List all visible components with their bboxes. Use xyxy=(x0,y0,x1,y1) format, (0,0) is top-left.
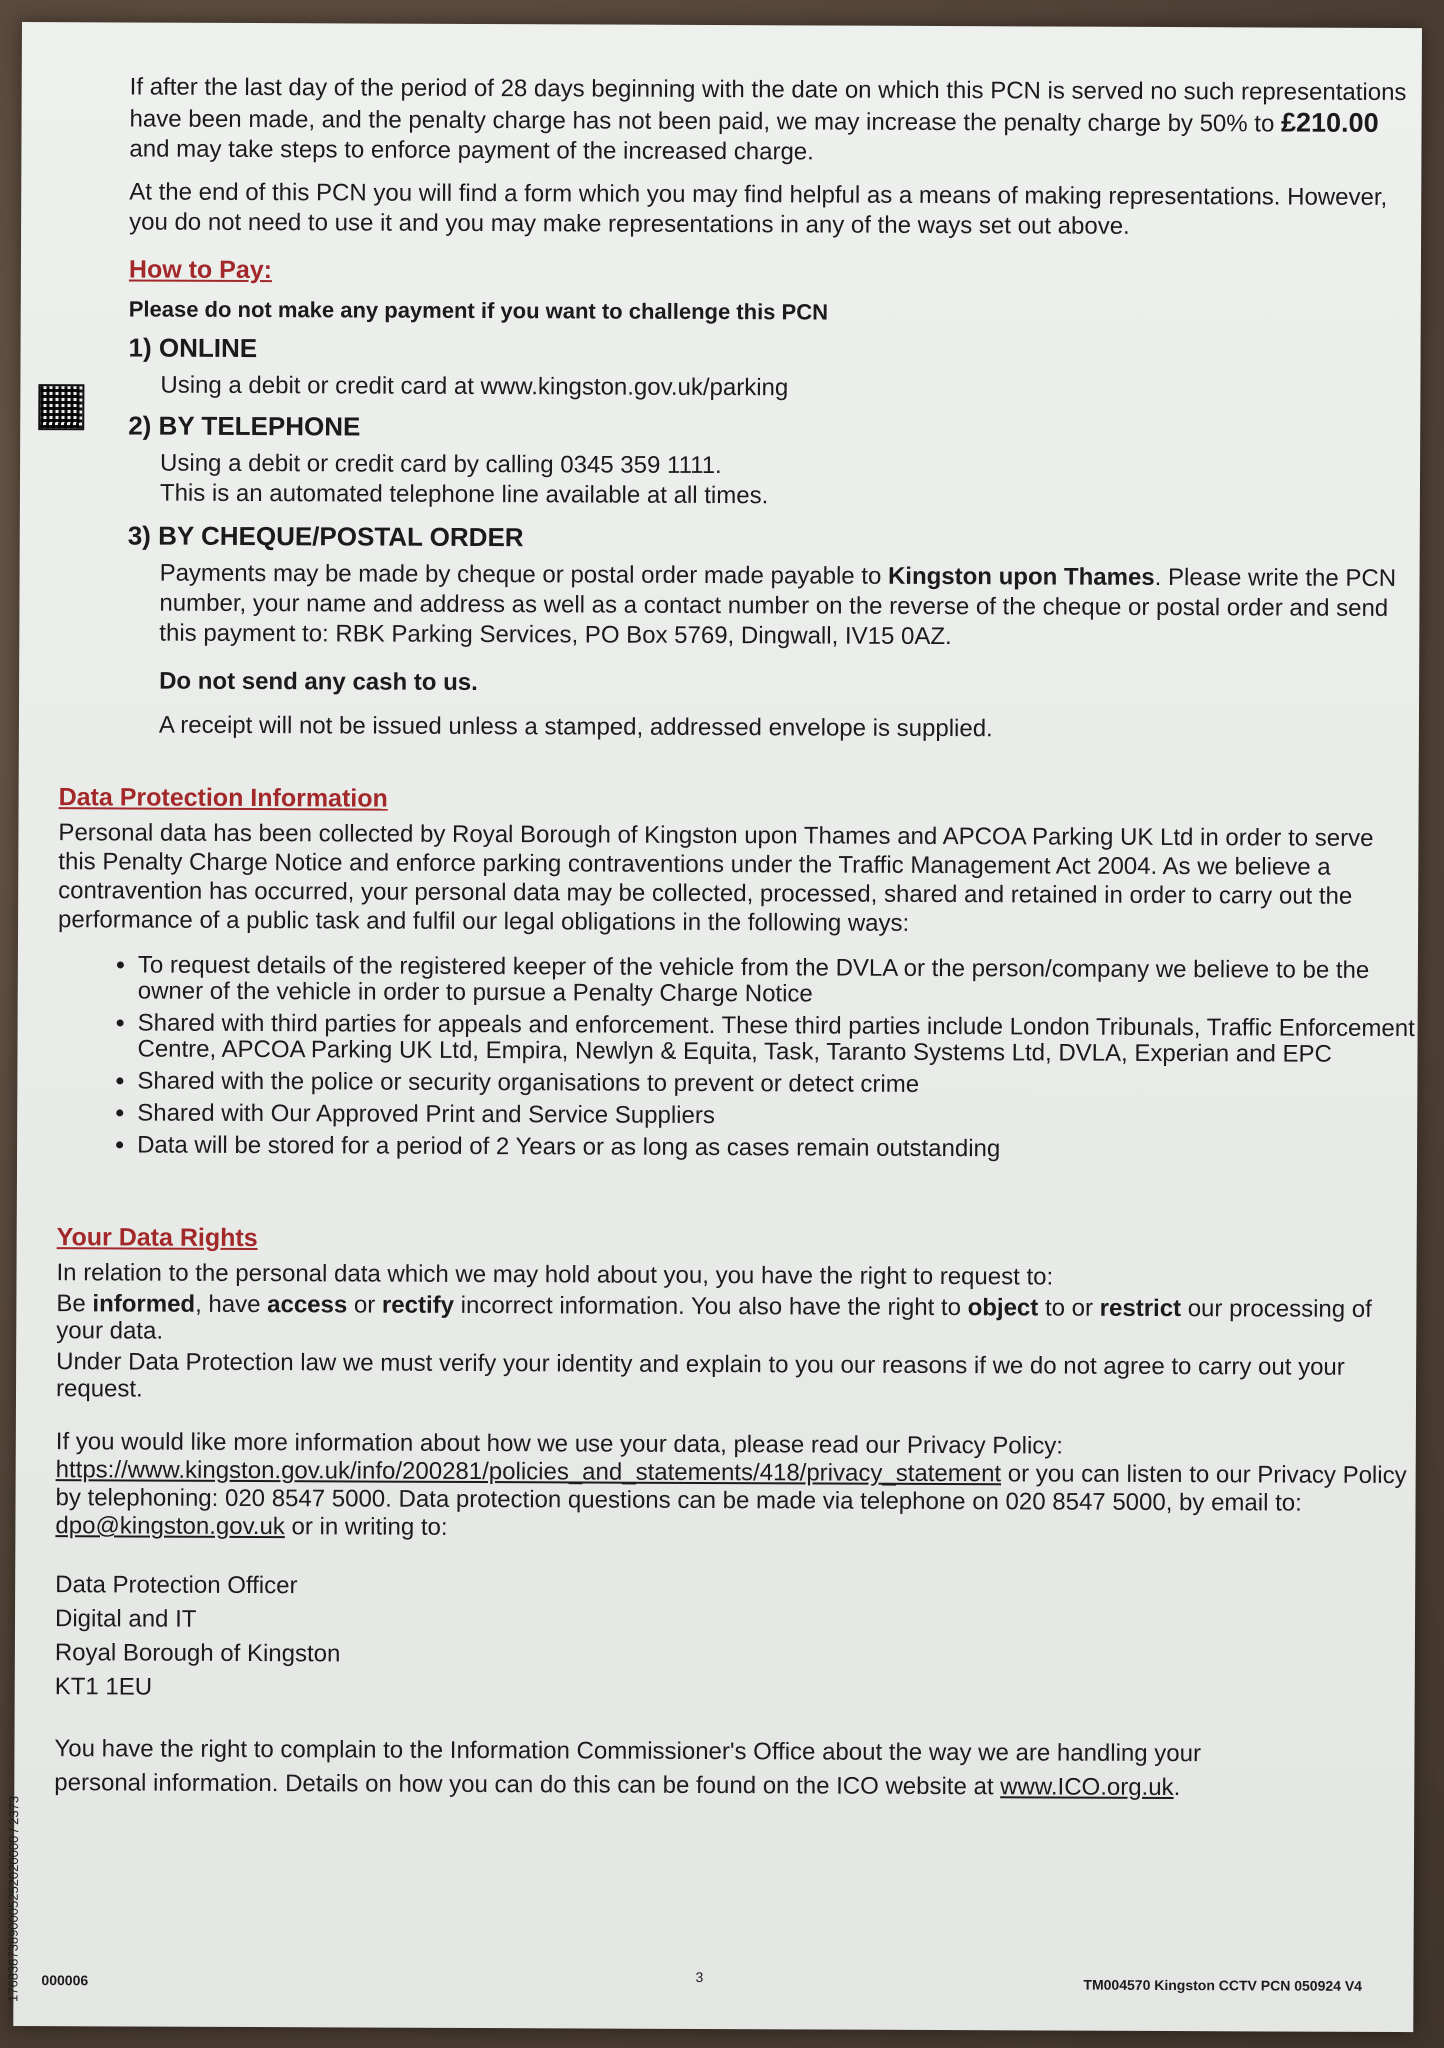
pay-telephone-line1: Using a debit or credit card by calling 0345 359 1111. xyxy=(160,449,722,480)
option-title: BY CHEQUE/POSTAL ORDER xyxy=(158,520,524,553)
list-item: • Data will be stored for a period of 2 Years or as long as cases remain outstanding xyxy=(137,1133,1437,1165)
dpo-email-link[interactable]: dpo@kingston.gov.uk xyxy=(55,1512,285,1541)
address-line: Royal Borough of Kingston xyxy=(54,1639,341,1668)
rights-text: to or xyxy=(1044,1294,1094,1322)
address-line: Data Protection Officer xyxy=(55,1571,298,1600)
pay-cheque-text xyxy=(159,559,1419,654)
datamatrix-barcode xyxy=(38,384,84,430)
footer-right-code: TM004570 Kingston CCTV PCN 050924 V4 xyxy=(1083,1976,1363,1994)
complaint-text-end: . xyxy=(1173,1774,1181,1802)
data-protection-heading: Data Protection Information xyxy=(58,783,388,813)
list-item: • Shared with third parties for appeals and enforcement. These third parties include London Tribunals, Traffic Enforcement Centre, APCOA Parking UK Ltd, Empira, Newlyn & Equita, Task, Taranto Systems Ltd, DVLA, Experian and EPC xyxy=(137,1011,1437,1069)
privacy-text-end: or in writing to: xyxy=(291,1513,448,1541)
complaint-text: You have the right to complain to the Information Commissioner's Office about the way we are handling your personal information. Details on how you can do this can be found on the ICO website at xyxy=(54,1735,1202,1801)
footer-left-code: 000006 xyxy=(41,1972,89,1989)
cheque-text-end: . Please write the PCN number, your name and address as well as a contact number on the reverse of the cheque or postal order and send this payment to: RBK Parking Services, PO Box 5769, Dingwall, IV15 0AZ. xyxy=(159,563,1397,651)
privacy-text: If you would like more information about how we use your data, please read our Privacy Policy: xyxy=(55,1428,1064,1460)
rights-text: or xyxy=(353,1291,376,1319)
pay-online-text: Using a debit or credit card at www.kingston.gov.uk/parking xyxy=(160,371,789,402)
rights-text: our processing of your data. xyxy=(56,1295,1372,1345)
data-rights-list xyxy=(56,1290,1411,1350)
ico-website-link[interactable]: www.ICO.org.uk xyxy=(1000,1773,1174,1802)
how-to-pay-heading: How to Pay: xyxy=(128,255,273,285)
increased-amount: £210.00 xyxy=(1280,107,1379,138)
data-rights-heading: Your Data Rights xyxy=(56,1223,258,1253)
payee-name: Kingston upon Thames xyxy=(887,562,1155,591)
intro-paragraph-form: At the end of this PCN you will find a form which you may find helpful as a means of making representations. However, you do not need to use it and you may make representations in any of the ways set out above. xyxy=(129,178,1388,240)
address-line: KT1 1EU xyxy=(54,1673,153,1701)
pay-telephone-line2: This is an automated telephone line available at all times. xyxy=(159,479,769,510)
document-page xyxy=(5,22,1422,2032)
right-restrict: restrict xyxy=(1099,1294,1182,1323)
list-item: • Shared with Our Approved Print and Service Suppliers xyxy=(137,1101,1437,1133)
data-usage-list xyxy=(97,952,1438,1170)
intro-paragraph-increase xyxy=(129,72,1419,170)
page-number: 3 xyxy=(695,1968,704,1985)
privacy-text-mid: or you can listen to our Privacy Policy by telephoning: 020 8547 5000. Data protection questions can be made via telephone on 020 8547 5000, by email to: xyxy=(55,1460,1407,1517)
side-reference-code: 17683873890005252020000 / 2373 xyxy=(5,1795,22,2003)
rights-text: , have xyxy=(195,1290,261,1319)
privacy-policy-link[interactable]: https://www.kingston.gov.uk/info/200281/policies_and_statements/418/privacy_statement xyxy=(55,1456,1002,1488)
ico-complaint-text xyxy=(54,1732,1294,1805)
pay-cheque-title xyxy=(128,520,1418,556)
right-rectify: rectify xyxy=(381,1291,455,1319)
data-protection-body: Personal data has been collected by Royal Borough of Kingston upon Thames and APCOA Parking UK Ltd in order to serve this Penalty Charge Notice and enforce parking contraventions under the Traffic Management Act 2004. As we believe a contravention has occurred, your personal data may be collected, processed, shared and retained in order to carry out the performance of a public task and fulfil our legal obligations in the following ways: xyxy=(58,819,1374,937)
option-number: 1) xyxy=(128,332,152,363)
option-number: 2) xyxy=(128,410,152,441)
address-line: Digital and IT xyxy=(54,1605,197,1633)
list-item: • Shared with the police or security organisations to prevent or detect crime xyxy=(137,1069,1437,1101)
receipt-notice: A receipt will not be issued unless a stamped, addressed envelope is supplied. xyxy=(158,711,993,743)
right-object: object xyxy=(967,1294,1039,1322)
option-title: ONLINE xyxy=(158,332,258,364)
right-access: access xyxy=(267,1291,348,1319)
privacy-policy-text xyxy=(55,1428,1410,1546)
pay-online-title xyxy=(129,332,1419,368)
payment-warning: Please do not make any payment if you want to challenge this PCN xyxy=(128,296,829,325)
right-informed: informed xyxy=(92,1290,196,1318)
no-cash-notice: Do not send any cash to us. xyxy=(159,667,478,696)
option-number: 3) xyxy=(127,520,151,551)
intro-text: If after the last day of the period of 28 days beginning with the date on which this PCN is served no such representations have been made, and the penalty charge has not been paid, we may increase the penalty charge by 50% to xyxy=(129,73,1407,138)
list-item: • To request details of the registered keeper of the vehicle from the DVLA or the person/company we believe to be the owner of the vehicle in order to pursue a Penalty Charge Notice xyxy=(138,953,1438,1011)
pay-telephone-title xyxy=(128,410,1418,446)
data-rights-intro: In relation to the personal data which we may hold about you, you have the right to request to: xyxy=(56,1259,1054,1291)
rights-text: incorrect information. You also have the right to xyxy=(460,1291,962,1322)
cheque-text: Payments may be made by cheque or postal order made payable to xyxy=(159,559,882,590)
option-title: BY TELEPHONE xyxy=(158,410,361,442)
intro-text-end: and may take steps to enforce payment of the increased charge. xyxy=(129,135,814,166)
rights-text: Be xyxy=(56,1290,86,1318)
verify-identity-text: Under Data Protection law we must verify your identity and explain to you our reasons if we do not agree to carry out your request. xyxy=(55,1348,1345,1403)
